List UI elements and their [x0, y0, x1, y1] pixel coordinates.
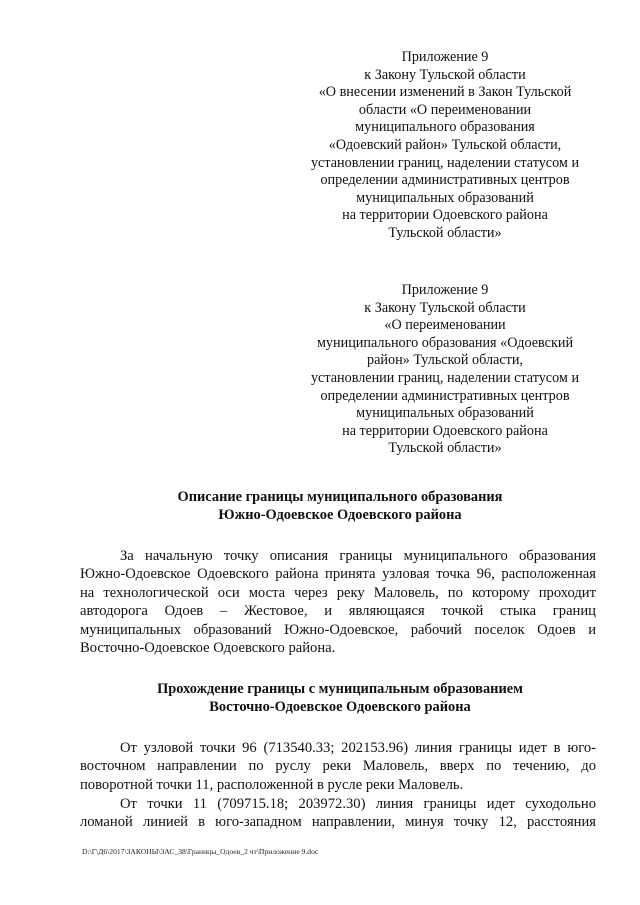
- boundary-paragraph-2: [80, 795, 596, 832]
- appendix-line: установлении границ, наделении статусом и: [310, 369, 580, 386]
- appendix-header-amendment: [290, 49, 600, 243]
- appendix-line: «Одоевский район» Тульской области,: [328, 136, 562, 153]
- appendix-line: к Закону Тульской области: [364, 66, 526, 83]
- appendix-line: Приложение 9: [401, 49, 489, 65]
- paragraph-line: ломаной линией в юго-западном направлении, минуя точку 12, расстояния: [80, 814, 596, 831]
- appendix-line: области «О переименовании: [358, 101, 532, 118]
- subsection-title-line: Прохождение границы с муниципальным образованием: [157, 681, 523, 697]
- paragraph-line: автодорога Одоев – Жестовое, и являющаяся точкой стыка границ: [80, 603, 596, 620]
- appendix-line: муниципальных образований: [356, 405, 534, 422]
- subsection-title: [80, 680, 600, 716]
- subsection-title-line: Восточно-Одоевское Одоевского района: [209, 699, 471, 715]
- paragraph-line: За начальную точку описания границы муниципального образования: [120, 548, 596, 564]
- appendix-line: определении административных центров: [320, 172, 570, 189]
- paragraph-line: От точки 11 (709715.18; 203972.30) линия границы идет суходольно: [120, 796, 596, 812]
- section-title: [80, 488, 600, 524]
- appendix-line: муниципального образования: [355, 119, 535, 136]
- section-title-line: Описание границы муниципального образования: [177, 489, 503, 505]
- paragraph-line: на технологической оси моста через реку Маловель, по которому проходит: [80, 584, 596, 601]
- appendix-line: к Закону Тульской области: [364, 299, 526, 316]
- appendix-line: установлении границ, наделении статусом и: [310, 154, 580, 171]
- appendix-line: «О внесении изменений в Закон Тульской: [318, 84, 572, 101]
- appendix-line: район» Тульской области,: [367, 352, 523, 369]
- appendix-line: Тульской области»: [388, 224, 502, 241]
- section-title-line: Южно-Одоевское Одоевского района: [218, 507, 462, 523]
- paragraph-line: От узловой точки 96 (713540.33; 202153.96) линия границы идет в юго-: [120, 740, 596, 756]
- paragraph-line: Южно-Одоевское Одоевского района принята узловая точка 96, расположенная: [80, 566, 596, 583]
- appendix-line: муниципальных образований: [356, 189, 534, 206]
- appendix-line: на территории Одоевского района: [342, 422, 548, 439]
- footer-file-path: D:\Г\Д6\2017\ЗАКОНЫ\ЗАС_38\Границы_Одоев_2 чт\Приложение 9.doc: [82, 847, 319, 856]
- appendix-line: муниципального образования «Одоевский: [316, 334, 574, 351]
- appendix-line: Тульской области»: [388, 440, 502, 457]
- appendix-line: Приложение 9: [401, 282, 489, 298]
- intro-paragraph: [80, 547, 596, 657]
- paragraph-line: Восточно-Одоевское Одоевского района.: [80, 640, 336, 657]
- paragraph-line: поворотной точки 11, расположенной в русле реки Маловель.: [80, 776, 464, 793]
- boundary-paragraph-1: [80, 739, 596, 794]
- appendix-line: на территории Одоевского района: [342, 207, 548, 224]
- paragraph-line: муниципальных образований Южно-Одоевское, рабочий поселок Одоев и: [80, 621, 596, 638]
- paragraph-line: восточном направлении по руслу реки Маловель, вверх по течению, до: [80, 758, 596, 775]
- appendix-line: «О переименовании: [384, 317, 506, 334]
- appendix-header-original: [290, 282, 600, 458]
- appendix-line: определении административных центров: [320, 387, 570, 404]
